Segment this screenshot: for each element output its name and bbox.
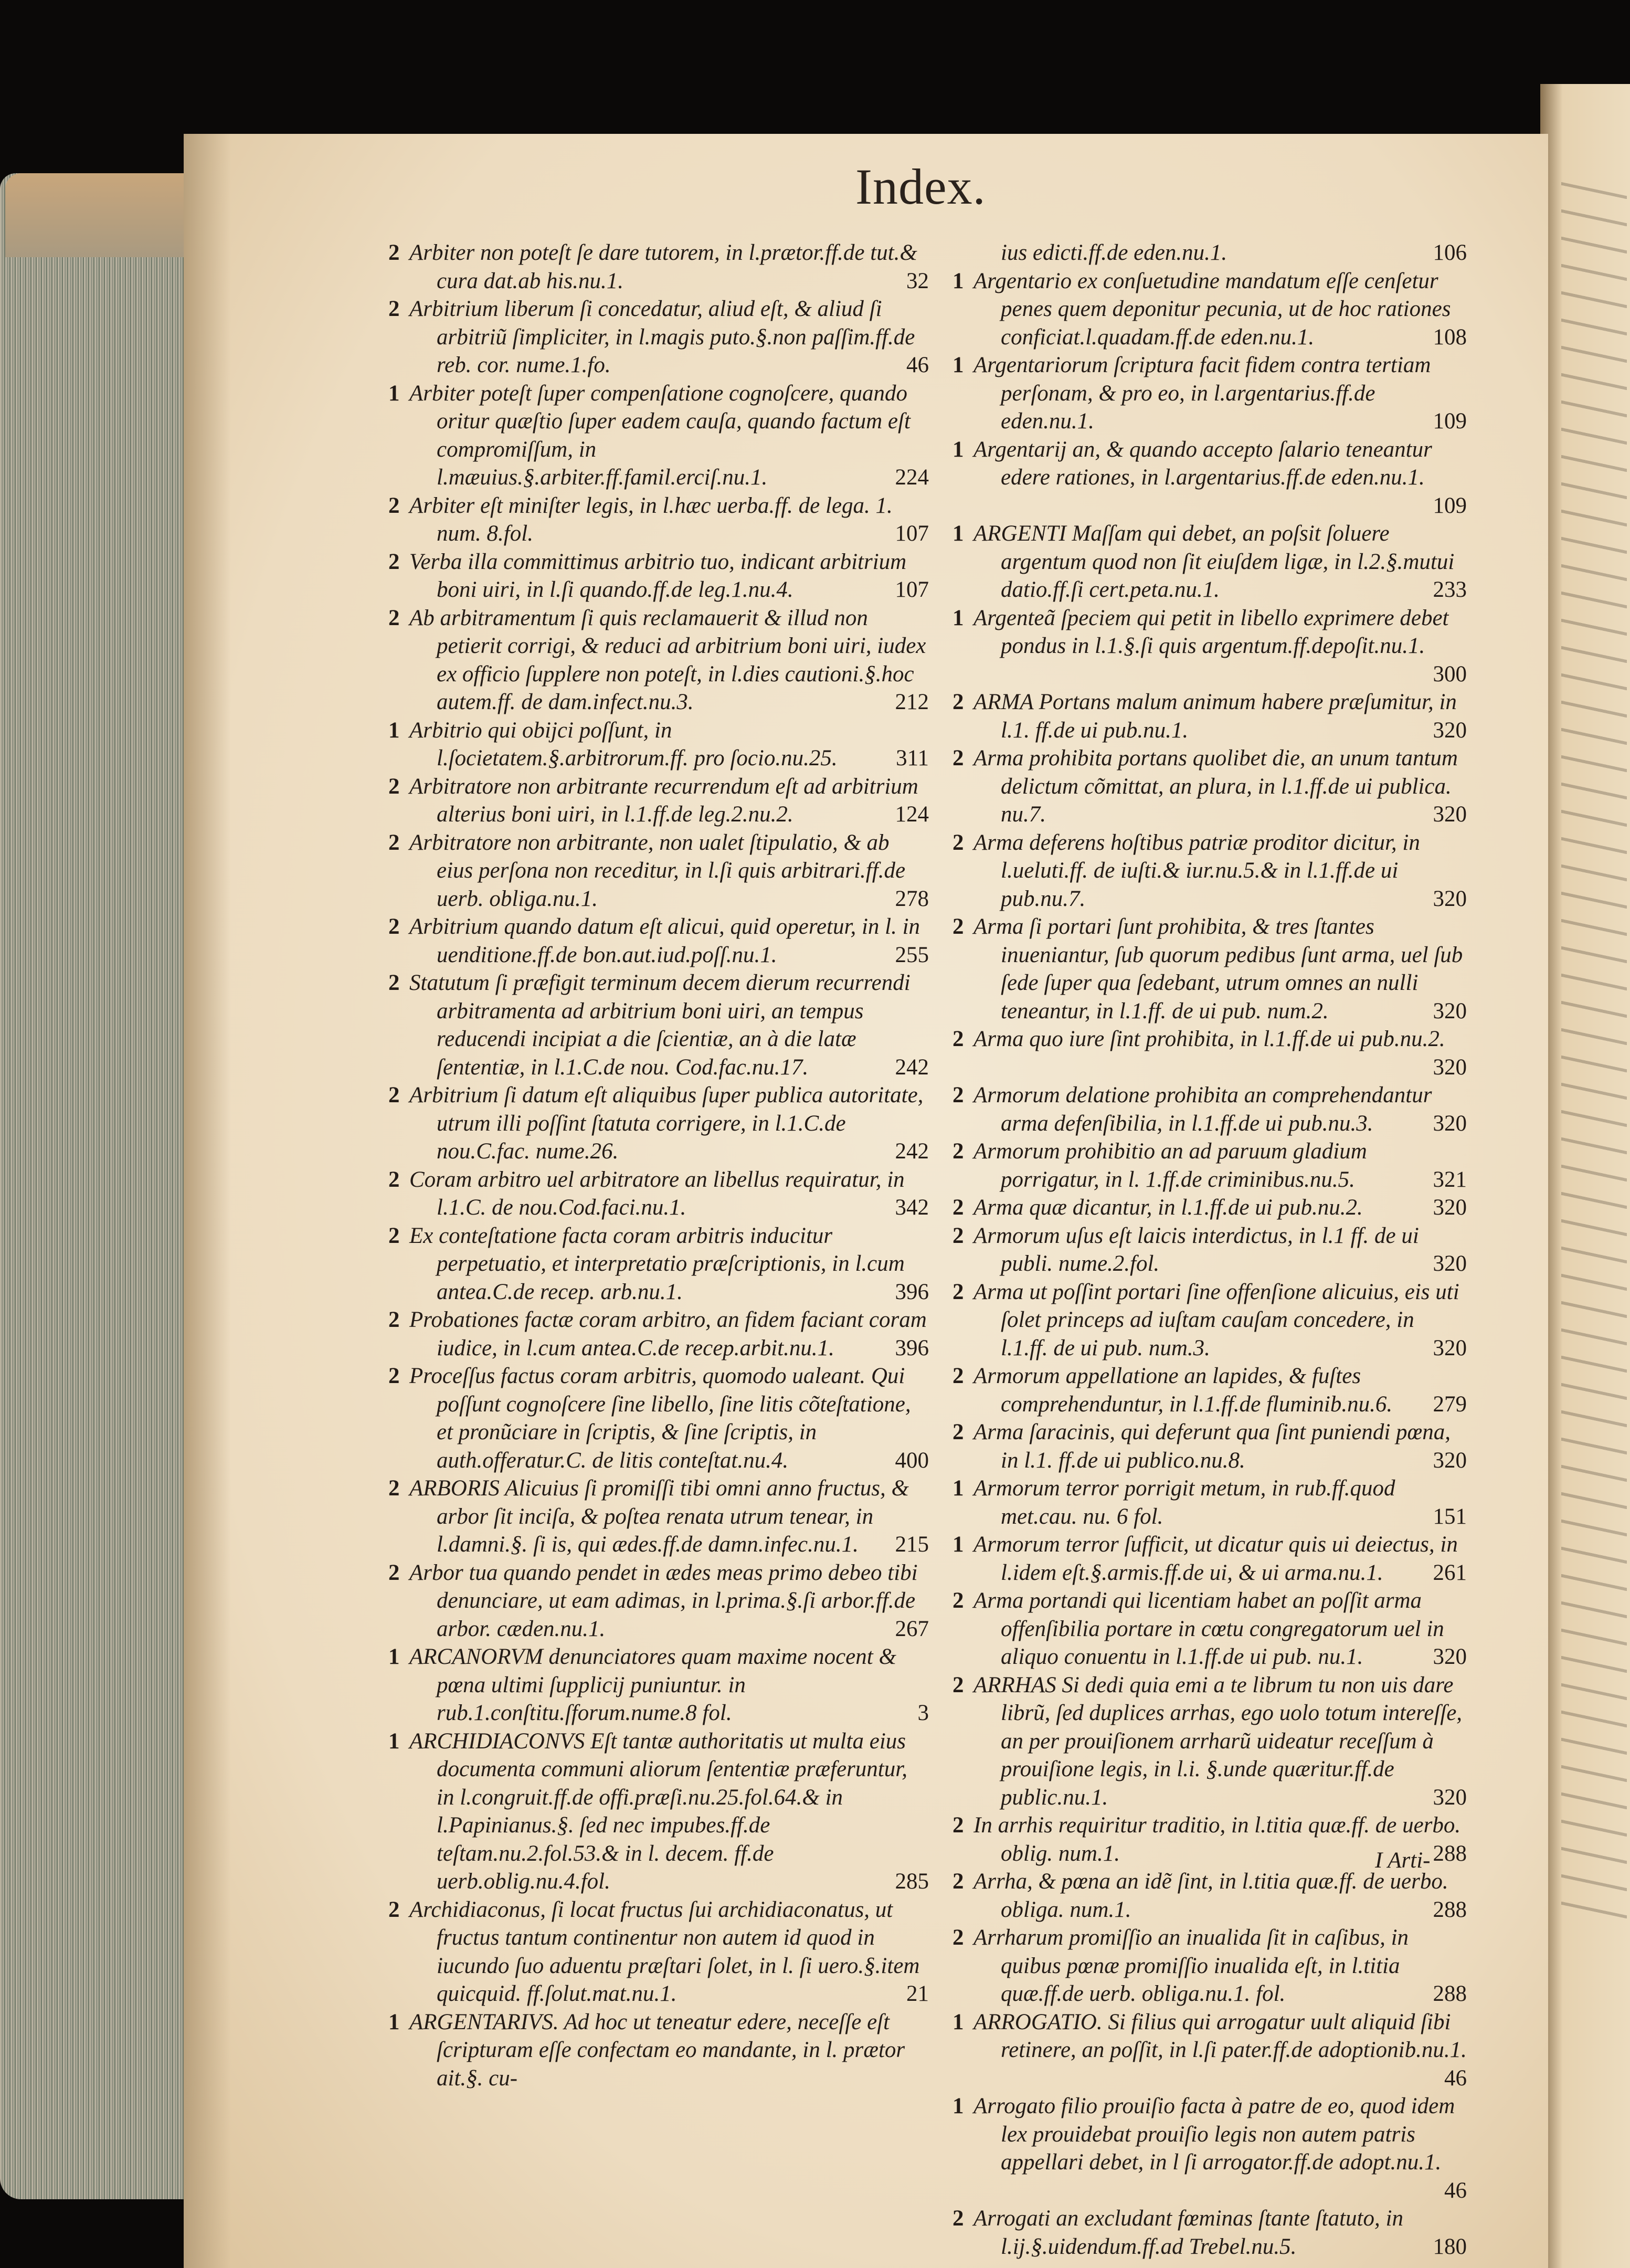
entry-column-marker: 2: [388, 1897, 400, 1922]
index-entry: [952, 744, 1467, 829]
entry-page-number: 320: [1433, 1251, 1467, 1276]
entry-page-number: 288: [1433, 1897, 1467, 1922]
entry-column-marker: 2: [388, 1364, 400, 1388]
index-entry: [388, 1474, 929, 1559]
entry-page-number: 320: [1433, 1335, 1467, 1360]
entry-text: Armorum prohibitio an ad paruum gladium porrigatur, in l. 1.ff.de criminibus.nu.5.: [973, 1139, 1367, 1192]
entry-text: Ab arbitramentum ſi quis reclamauerit & illud non petierit corrigi, & reduci ad arbitrium boni uiri, iudex ex officio ſupplere non poteſt, in l.dies cautioni.§.hoc autem.ff. de dam.infect.nu.3.: [409, 605, 926, 714]
index-entry: [952, 1025, 1467, 1081]
entry-page-number: 320: [1433, 1448, 1467, 1473]
entry-text: Arbitrio qui obijci poſſunt, in l.ſocietatem.§.arbitrorum.ff. pro ſocio.nu.25.: [409, 718, 838, 771]
index-entry: [952, 1868, 1467, 1924]
entry-text: Arma prohibita portans quolibet die, an unum tantum delictum cõmittat, an plura, in l.1.ff.de ui publica. nu.7.: [973, 746, 1458, 827]
entry-page-number: 400: [895, 1448, 929, 1473]
entry-page-number: 288: [1433, 1841, 1467, 1866]
entry-text: Arma ut poſſint portari ſine offenſione alicuius, eis uti ſolet princeps ad iuſtam cauſam concedere, in l.1.ff. de ui pub. num.3.: [973, 1279, 1459, 1360]
entry-page-number: 224: [895, 465, 929, 490]
entry-text: Ex conteſtatione facta coram arbitris inducitur perpetuatio, et interpretatio præſcriptionis, in l.cum antea.C.de recep. arb.nu.1.: [409, 1223, 905, 1304]
entry-text: Statutum ſi præfigit terminum decem dierum recurrendi arbitramenta ad arbitrium boni uiri, an tempus reducendi incipiat a die ſcientiæ, an à die latæ ſententiæ, in l.1.C.de nou. Cod.fac.nu.17.: [409, 971, 911, 1080]
index-entry: [388, 773, 929, 829]
entry-text: In arrhis requiritur traditio, in l.titia quæ.ff. de uerbo. oblig. num.1.: [973, 1813, 1461, 1866]
entry-page-number: 321: [1433, 1167, 1467, 1192]
entry-page-number: 320: [1433, 1054, 1467, 1080]
entry-text: ARROGATIO. Si filius qui arrogatur uult aliquid ſibi retinere, an poſſit, in l.ſi pater.ff.de adoptionib.nu.1.: [973, 2009, 1467, 2062]
index-entry: [952, 436, 1467, 520]
entry-page-number: 396: [895, 1335, 929, 1360]
entry-text: Verba illa committimus arbitrio tuo, indicant arbitrium boni uiri, in l.ſi quando.ff.de leg.1.nu.4.: [409, 549, 907, 602]
entry-text: Argentariorum ſcriptura facit fidem contra tertiam perſonam, & pro eo, in l.argentarius.ff.de eden.nu.1.: [973, 353, 1431, 434]
entry-page-number: 311: [896, 746, 929, 771]
entry-page-number: 108: [1433, 324, 1467, 350]
entry-text: Arbiter eſt miniſter legis, in l.hæc uerba.ff. de lega. 1. num. 8.fol.: [409, 493, 893, 546]
entry-page-number: 267: [895, 1616, 929, 1641]
entry-column-marker: 2: [388, 493, 400, 518]
entry-text: Armorum terror ſufficit, ut dicatur quis ui deiectus, in l.idem eſt.§.armis.ff.de ui, & ui arma.nu.1.: [973, 1532, 1458, 1585]
entry-column-marker: 1: [952, 2094, 964, 2118]
entry-text: Arrharum promiſſio an inualida ſit in caſibus, in quibus pœnæ promiſſio inualida eſt, in l.titia quæ.ff.de uerb. obliga.nu.1. fol.: [973, 1925, 1409, 2006]
entry-column-marker: 1: [388, 2009, 400, 2034]
index-entry: [388, 1559, 929, 1643]
entry-text: Proceſſus factus coram arbitris, quomodo ualeant. Qui poſſunt cognoſcere ſine libello, ſine litis cõteſtatione, et pronũciare in ſcriptis, & ſine ſcriptis, in auth.offeratur.C. de litis conteſtat.nu.4.: [409, 1364, 911, 1473]
entry-column-marker: 2: [388, 1307, 400, 1332]
entry-column-marker: 1: [952, 1476, 964, 1501]
index-entry: [952, 1418, 1467, 1474]
entry-column-marker: 1: [388, 1728, 400, 1754]
index-entry: [388, 239, 929, 295]
entry-column-marker: 2: [952, 1420, 964, 1444]
entry-column-marker: 2: [388, 1560, 400, 1585]
entry-column-marker: 2: [952, 1139, 964, 1164]
entry-page-number: 396: [895, 1279, 929, 1304]
entry-page-number: 3: [917, 1701, 929, 1725]
entry-page-number: 320: [1433, 802, 1467, 827]
index-entry: [952, 239, 1467, 267]
entry-column-marker: 1: [388, 381, 400, 406]
index-entry: [388, 492, 929, 548]
index-entry: [388, 716, 929, 773]
index-entry: [388, 1166, 929, 1222]
entry-column-marker: 2: [388, 1167, 400, 1192]
entry-column-marker: 2: [952, 2206, 964, 2231]
entry-text: Armorum appellatione an lapides, & fuſtes comprehenduntur, in l.1.ff.de fluminib.nu.6.: [973, 1364, 1393, 1417]
page-gutter-shadow: [184, 134, 231, 2268]
entry-text: Arbitratore non arbitrante, non ualet ſtipulatio, & ab eius perſona non receditur, in l.ſi quis arbitrari.ff.de uerb. obliga.nu.1.: [409, 830, 906, 911]
entry-text: Argentario ex conſuetudine mandatum eſſe cenſetur penes quem deponitur pecunia, ut de hoc rationes conficiat.l.quadam.ff.de eden.nu.1.: [973, 268, 1451, 350]
entry-text: Arbiter poteſt ſuper compenſatione cognoſcere, quando oritur quæſtio ſuper eadem cauſa, quando factum eſt compromiſſum, in l.mæuius.§.arbiter.ff.famil.erciſ.nu.1.: [409, 381, 911, 490]
index-entry: [952, 1587, 1467, 1671]
index-entry: [952, 829, 1467, 913]
index-column-left: [388, 239, 929, 2092]
entry-column-marker: 2: [952, 1813, 964, 1838]
entry-column-marker: 2: [952, 1279, 964, 1304]
catchword: I Arti-: [1375, 1848, 1431, 1873]
entry-column-marker: 2: [952, 1672, 964, 1697]
entry-page-number: 107: [895, 577, 929, 602]
index-entry: [952, 1671, 1467, 1812]
entry-page-number: 21: [906, 1981, 929, 2006]
entry-page-number: 46: [1444, 2065, 1467, 2091]
entry-column-marker: 2: [952, 1588, 964, 1613]
entry-text: Arrogati an excludant fœminas ſtante ſtatuto, in l.ij.§.uidendum.ff.ad Trebel.nu.5.: [973, 2206, 1403, 2259]
index-entry: [952, 1081, 1467, 1137]
index-entry: [952, 1531, 1467, 1587]
entry-page-number: 46: [1444, 2178, 1467, 2203]
entry-column-marker: 2: [388, 1083, 400, 1107]
entry-text: ius edicti.ff.de eden.nu.1.: [1001, 240, 1227, 265]
index-entry: [388, 913, 929, 969]
index-entry: [952, 351, 1467, 436]
entry-page-number: 32: [906, 268, 929, 293]
index-entry: [952, 1137, 1467, 1194]
entry-column-marker: 2: [952, 746, 964, 771]
index-entry: [388, 1896, 929, 2008]
entry-page-number: 279: [1433, 1391, 1467, 1417]
entry-page-number: 320: [1433, 1785, 1467, 1810]
entry-text: Arbitrium quando datum eſt alicui, quid operetur, in l. in uenditione.ff.de bon.aut.iud.poſſ.nu.1.: [409, 914, 920, 967]
entry-column-marker: 2: [952, 1925, 964, 1950]
entry-page-number: 320: [1433, 718, 1467, 743]
entry-page-number: 107: [895, 521, 929, 546]
entry-text: Archidiaconus, ſi locat fructus ſui archidiaconatus, ut fructus tantum continentur non autem id quod in iucundo ſuo aduentu præſtari ſolet, in l. ſi uero.§.item quicquid. ff.ſolut.mat.nu.1.: [409, 1897, 920, 2006]
entry-text: Coram arbitro uel arbitratore an libellus requiratur, in l.1.C. de nou.Cod.faci.nu.1.: [409, 1167, 905, 1220]
entry-text: Armorum delatione prohibita an comprehendantur arma defenſibilia, in l.1.ff.de ui pub.nu.3.: [973, 1083, 1432, 1136]
index-entry: [952, 520, 1467, 604]
book-page-edges: [0, 173, 189, 2199]
entry-column-marker: 2: [388, 971, 400, 995]
entry-text: Arbor tua quando pendet in ædes meas primo debeo tibi denunciare, ut eam adimas, in l.prima.§.ſi arbor.ff.de arbor. cæden.nu.1.: [409, 1560, 918, 1641]
entry-page-number: 285: [895, 1869, 929, 1894]
entry-page-number: 212: [895, 690, 929, 714]
index-entry: [952, 688, 1467, 744]
index-column-right: [952, 239, 1467, 2261]
index-entry: [952, 267, 1467, 352]
index-entry: [952, 913, 1467, 1025]
entry-column-marker: 2: [952, 1364, 964, 1388]
entry-column-marker: 2: [388, 1223, 400, 1248]
entry-text: Arrha, & pœna an idẽ ſint, in l.titia quæ.ff. de uerbo. obliga. num.1.: [973, 1869, 1448, 1922]
entry-page-number: 255: [895, 942, 929, 967]
entry-page-number: 109: [1433, 409, 1467, 434]
entry-column-marker: 1: [952, 605, 964, 630]
entry-text: ARMA Portans malum animum habere præſumitur, in l.1. ff.de ui pub.nu.1.: [973, 690, 1457, 743]
entry-page-number: 278: [895, 886, 929, 911]
book-top-edge: [5, 173, 189, 257]
entry-column-marker: 1: [952, 437, 964, 462]
entry-text: Arrogato filio prouiſio facta à patre de eo, quod idem lex prouidebat prouiſio legis non autem patris appellari debet, in l ſi arrogator.ff.de adopt.nu.1.: [973, 2094, 1455, 2175]
entry-text: Arbitrium liberum ſi concedatur, aliud eſt, & aliud ſi arbitriũ ſimpliciter, in l.magis puto.§.non paſſim.ff.de reb. cor. nume.1.fo.: [409, 297, 915, 377]
entry-column-marker: 2: [388, 297, 400, 321]
index-entry: [952, 1222, 1467, 1278]
entry-text: ARBORIS Alicuius ſi promiſſi tibi omni anno fructus, & arbor ſit inciſa, & poſtea renata utrum tenear, in l.damni.§. ſi is, qui ædes.ff.de damn.infec.nu.1.: [409, 1476, 909, 1557]
entry-column-marker: 1: [952, 521, 964, 546]
entry-column-marker: 1: [952, 268, 964, 293]
index-entry: [388, 1643, 929, 1727]
entry-column-marker: 2: [388, 549, 400, 574]
index-entry: [388, 1081, 929, 1166]
entry-page-number: 242: [895, 1139, 929, 1164]
entry-column-marker: 2: [388, 240, 400, 265]
index-entry: [952, 2092, 1467, 2204]
entry-column-marker: 1: [952, 353, 964, 377]
entry-column-marker: 2: [952, 1869, 964, 1894]
index-entry: [388, 1306, 929, 1362]
entry-column-marker: 2: [952, 1223, 964, 1248]
index-entry: [952, 1194, 1467, 1222]
entry-text: Arbiter non poteſt ſe dare tutorem, in l.prætor.ff.de tut.& cura dat.ab his.nu.1.: [409, 240, 917, 293]
entry-page-number: 46: [906, 353, 929, 377]
index-entry: [388, 604, 929, 716]
entry-column-marker: 1: [388, 718, 400, 743]
index-entry: [388, 1222, 929, 1306]
entry-column-marker: 2: [388, 914, 400, 939]
index-entry: [388, 969, 929, 1081]
entry-text: Arma quæ dicantur, in l.1.ff.de ui pub.nu.2.: [973, 1195, 1363, 1220]
index-entry: [952, 604, 1467, 689]
entry-text: Probationes factæ coram arbitro, an fidem faciant coram iudice, in l.cum antea.C.de recep.arbit.nu.1.: [409, 1307, 927, 1360]
entry-column-marker: 1: [388, 1644, 400, 1669]
entry-column-marker: 2: [952, 830, 964, 855]
entry-column-marker: 2: [952, 1027, 964, 1051]
entry-text: Argentarij an, & quando accepto ſalario teneantur edere rationes, in l.argentarius.ff.de eden.nu.1.: [973, 437, 1432, 490]
entry-text: Armorum uſus eſt laicis interdictus, in l.1 ff. de ui publi. nume.2.fol.: [973, 1223, 1419, 1276]
entry-page-number: 288: [1433, 1981, 1467, 2006]
index-entry: [952, 1924, 1467, 2008]
entry-page-number: 109: [1433, 493, 1467, 518]
entry-page-number: 320: [1433, 1644, 1467, 1669]
index-entry: [388, 2008, 929, 2093]
entry-column-marker: 2: [952, 914, 964, 939]
entry-text: Arma ſaracinis, qui deferunt qua ſint puniendi pœna, in l.1. ff.de ui publico.nu.8.: [973, 1420, 1451, 1473]
entry-text: ARGENTI Maſſam qui debet, an poſsit ſoluere argentum quod non ſit eiuſdem ligæ, in l.2.§.mutui datio.ff.ſi cert.peta.nu.1.: [973, 521, 1455, 602]
entry-column-marker: 2: [952, 1195, 964, 1220]
entry-text: Argenteã ſpeciem qui petit in libello exprimere debet pondus in l.1.§.ſi quis argentum.ff.depoſit.nu.1.: [973, 605, 1449, 658]
index-entry: [388, 379, 929, 492]
page-title: Index.: [855, 159, 986, 215]
index-entry: [952, 2008, 1467, 2093]
entry-text: Arma quo iure ſint prohibita, in l.1.ff.de ui pub.nu.2.: [973, 1027, 1445, 1051]
index-entry: [388, 1362, 929, 1474]
entry-text: ARRHAS Si dedi quia emi a te librum tu non uis dare librũ, ſed duplices arrhas, ego uolo totum intereſſe, an per prouiſionem arrharũ uideatur receſſum à prouiſione legis, in l.i. §.unde quæritur.ff.de public.nu.1.: [973, 1672, 1463, 1810]
entry-page-number: 320: [1433, 1195, 1467, 1220]
entry-page-number: 342: [895, 1195, 929, 1220]
entry-column-marker: 2: [952, 690, 964, 714]
entry-page-number: 215: [895, 1532, 929, 1557]
index-entry: [952, 1474, 1467, 1531]
entry-column-marker: 2: [388, 1476, 400, 1501]
index-entry: [388, 548, 929, 604]
index-entry: [952, 1362, 1467, 1418]
entry-column-marker: 1: [952, 1532, 964, 1557]
index-entry: [952, 2204, 1467, 2261]
index-entry: [388, 829, 929, 913]
entry-text: Arbitratore non arbitrante recurrendum eſt ad arbitrium alterius boni uiri, in l.1.ff.de leg.2.nu.2.: [409, 774, 918, 827]
entry-column-marker: 2: [388, 830, 400, 855]
entry-page-number: 300: [1433, 661, 1467, 687]
entry-text: Arbitrium ſi datum eſt aliquibus ſuper publica autoritate, utrum illi poſſint ſtatuta corrigere, in l.1.C.de nou.C.fac. nume.26.: [409, 1083, 924, 1164]
entry-column-marker: 2: [952, 1083, 964, 1107]
index-entry: [952, 1278, 1467, 1363]
entry-page-number: 320: [1433, 1111, 1467, 1136]
facing-page-fragment: [1540, 84, 1630, 2268]
entry-column-marker: 2: [388, 774, 400, 799]
entry-text: ARCANORVM denunciatores quam maxime nocent & pœna ultimi ſupplicij puniuntur. in rub.1.conſtitu.ſforum.nume.8 fol.: [409, 1644, 896, 1725]
entry-text: ARCHIDIACONVS Eſt tantæ authoritatis ut multa eius documenta communi aliorum ſententiæ præferuntur, in l.congruit.ff.de offi.præſi.nu.25.fol.64.& in l.Papinianus.§. ſed nec impubes.ff.de teſtam.nu.2.fol.53.& in l. decem. ff.de uerb.oblig.nu.4.fol.: [409, 1728, 907, 1894]
entry-text: ARGENTARIVS. Ad hoc ut teneatur edere, neceſſe eſt ſcripturam eſſe confectam eo mandante, in l. prætor ait.§. cu-: [409, 2009, 905, 2091]
entry-column-marker: 2: [388, 605, 400, 630]
entry-page-number: 233: [1433, 577, 1467, 602]
index-entry: [388, 1727, 929, 1896]
entry-page-number: 151: [1433, 1504, 1467, 1529]
entry-text: Armorum terror porrigit metum, in rub.ff.quod met.cau. nu. 6 fol.: [973, 1476, 1395, 1529]
entry-page-number: 180: [1433, 2234, 1467, 2259]
entry-column-marker: 1: [952, 2009, 964, 2034]
entry-text: Arma portandi qui licentiam habet an poſſit arma offenſibilia portare in cœtu congregatorum uel in aliquo conuentu in l.1.ff.de ui pub. nu.1.: [973, 1588, 1444, 1669]
entry-page-number: 242: [895, 1054, 929, 1080]
entry-page-number: 124: [895, 802, 929, 827]
entry-page-number: 106: [1433, 240, 1467, 265]
entry-text: Arma ſi portari ſunt prohibita, & tres ſtantes inueniantur, ſub quorum pedibus ſunt arma, uel ſub ſede ſuper qua ſedebant, utrum omnes an nulli teneantur, in l.1.ff. de ui pub. num.2.: [973, 914, 1463, 1024]
entry-page-number: 320: [1433, 998, 1467, 1024]
index-entry: [388, 295, 929, 379]
entry-text: Arma deferens hoſtibus patriæ proditor dicitur, in l.ueluti.ff. de iuſti.& iur.nu.5.& in l.1.ff.de ui pub.nu.7.: [973, 830, 1420, 911]
entry-page-number: 320: [1433, 886, 1467, 911]
entry-page-number: 261: [1433, 1560, 1467, 1585]
